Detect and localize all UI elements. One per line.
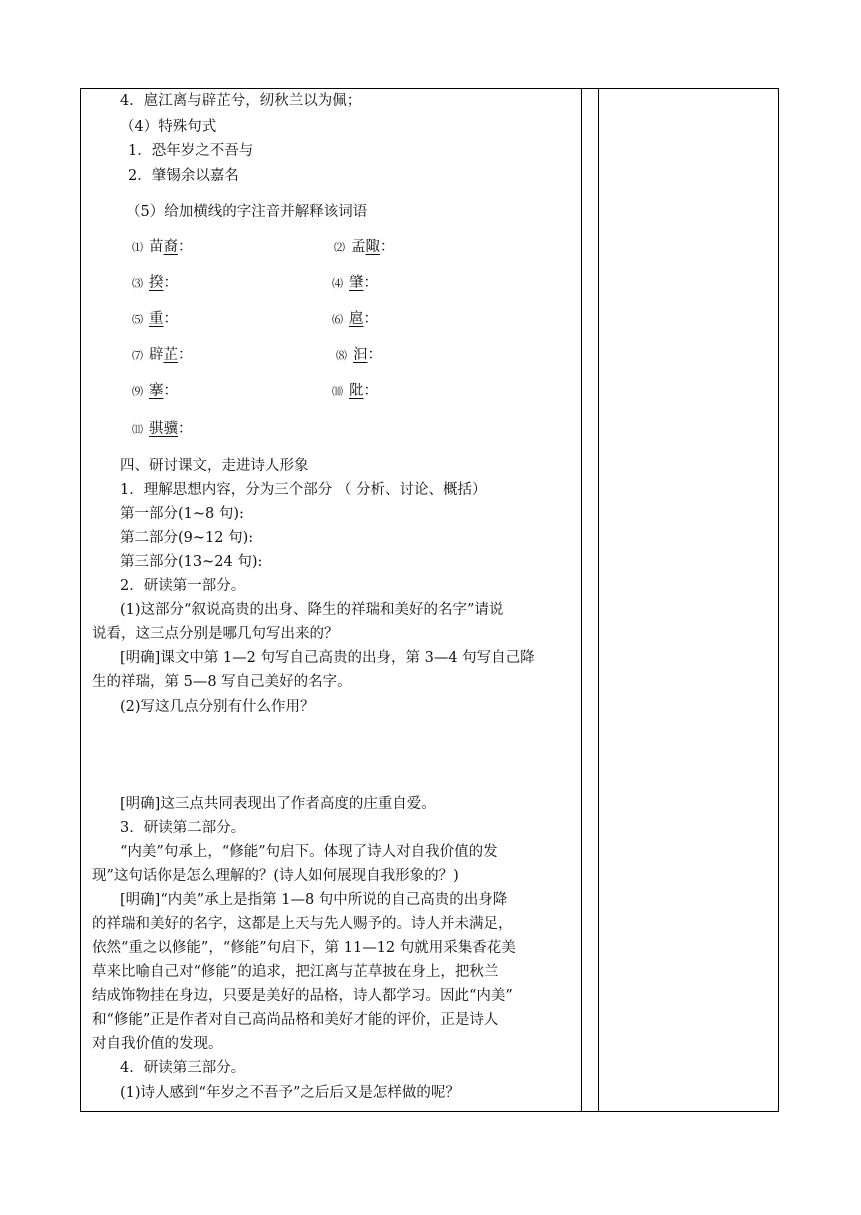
vocab-item: ⑷ 肇： xyxy=(332,275,378,291)
text-line: 3．研读第二部分。 xyxy=(120,820,246,836)
vocab-item: ⑺ 辟芷： xyxy=(132,347,193,363)
text-line: “内美”句承上，“修能”句启下。体现了诗人对自我价值的发 xyxy=(120,844,498,860)
section-heading: 四、研讨课文，走进诗人形象 xyxy=(120,458,309,474)
text-line: （4）特殊句式 xyxy=(120,119,217,135)
text-line: (2)写这几点分别有什么作用？ xyxy=(120,699,315,715)
vocab-item: ⑶ 揆： xyxy=(132,275,178,291)
text-line: 1．理解思想内容，分为三个部分 （ 分析、讨论、概括） xyxy=(120,482,487,498)
vocab-item: ⑹ 扈： xyxy=(332,311,378,327)
text-line: 第三部分(13~24 句): xyxy=(120,554,263,570)
text-line: 说看，这三点分别是哪几句写出来的？ xyxy=(92,626,339,642)
text-line: 依然“重之以修能”，“修能”句启下，第 11—12 句就用采集香花美 xyxy=(92,940,516,956)
text-line: 对自我价值的发现。 xyxy=(92,1036,223,1052)
section-heading: （5）给加横线的字注音并解释该词语 xyxy=(126,204,368,220)
text-line: 4．扈江离与辟芷兮，纫秋兰以为佩； xyxy=(120,93,362,109)
text-line: 1．恐年岁之不吾与 xyxy=(128,143,254,159)
vocab-item: ⑽ 阰： xyxy=(332,383,378,399)
vocab-item: ⑻ 汩： xyxy=(336,347,382,363)
text-line: 草来比喻自己对“修能”的追求，把江离与芷草披在身上，把秋兰 xyxy=(92,964,499,980)
text-line: 现”这句话你是怎么理解的？(诗人如何展现自我形象的？) xyxy=(92,868,459,884)
text-line: 的祥瑞和美好的名字，这都是上天与先人赐予的。诗人并未满足， xyxy=(92,916,513,932)
text-line: 生的祥瑞，第 5—8 写自己美好的名字。 xyxy=(92,674,352,690)
vocab-item: ⑵ 孟陬： xyxy=(334,239,395,255)
text-line: 4．研读第三部分。 xyxy=(120,1060,246,1076)
vocab-item: ⑼ 搴： xyxy=(132,383,178,399)
content-column xyxy=(80,88,581,1112)
text-line: 结成饰物挂在身边，只要是美好的品格，诗人都学习。因此“内美” xyxy=(92,988,513,1004)
text-line: (1)这部分“叙说高贵的出身、降生的祥瑞和美好的名字”请说 xyxy=(120,602,504,618)
column-divider xyxy=(598,88,599,1112)
text-line: 第一部分(1~8 句): xyxy=(120,506,244,522)
text-line: 2．肇锡余以嘉名 xyxy=(128,168,239,184)
text-line: 和“修能”正是作者对自己高尚品格和美好才能的评价，正是诗人 xyxy=(92,1012,499,1028)
text-line: [明确]课文中第 1—2 句写自己高贵的出身，第 3—4 句写自己降 xyxy=(120,650,535,666)
vocab-item: ⑾ 骐骥： xyxy=(132,421,193,437)
text-line: 2．研读第一部分。 xyxy=(120,578,246,594)
text-line: (1)诗人感到“年岁之不吾予”之后后又是怎样做的呢？ xyxy=(120,1085,460,1101)
vocab-item: ⑸ 重： xyxy=(132,311,178,327)
text-line: 第二部分(9~12 句): xyxy=(120,530,254,546)
vocab-item: ⑴ 苗裔： xyxy=(132,239,193,255)
text-line: [明确]“内美”承上是指第 1—8 句中所说的自己高贵的出身降 xyxy=(120,892,508,908)
column-divider xyxy=(581,88,582,1112)
text-line: [明确]这三点共同表现出了作者高度的庄重自爱。 xyxy=(120,796,436,812)
